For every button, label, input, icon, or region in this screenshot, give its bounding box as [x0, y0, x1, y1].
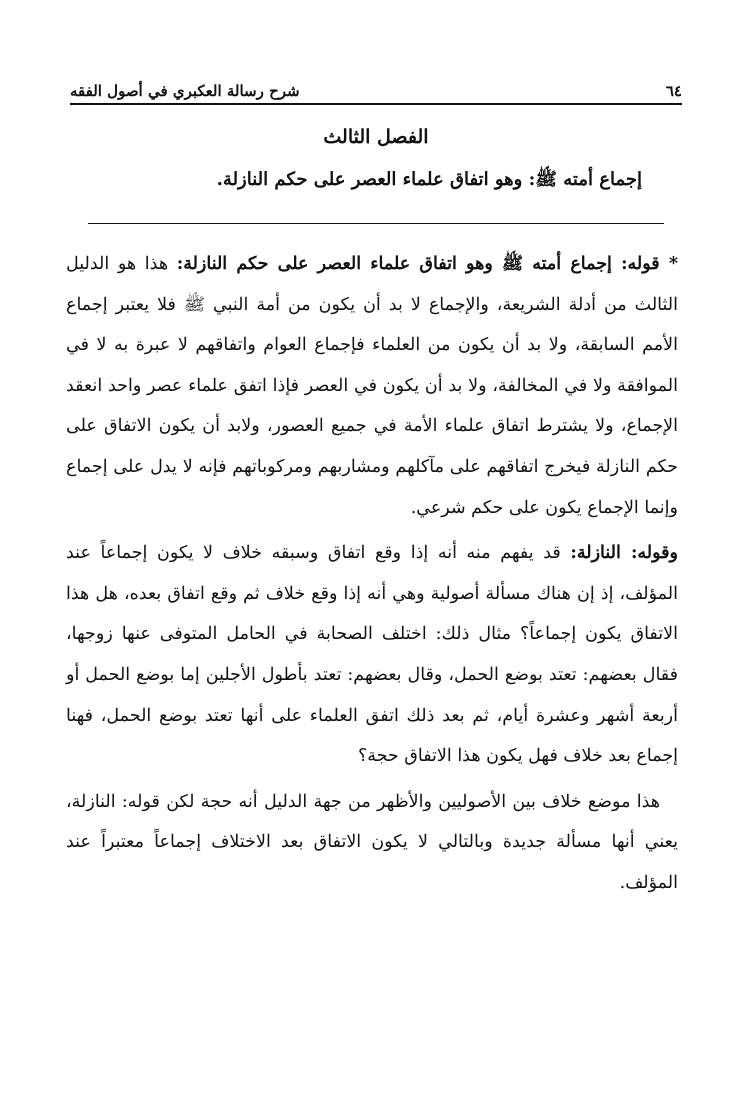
- paragraph-2-text: قد يفهم منه أنه إذا وقع اتفاق وسبقه خلاف لا يكون إجماعاً عند المؤلف، إذ إن هناك مسألة أصولية وهي أنه إذا وقع خلاف ثم وقع اتفاق بعده، هل هذا الاتفاق يكون إجماعاً؟ مثال ذلك: اختلف الصحابة في الحامل المتوفى عنها زوجها، فقال بعضهم: تعتد بوضع الحمل، وقال بعضهم: تعتد بأطول الأجلين إما بوضع الحمل أو أربعة أشهر وعشرة أيام، ثم بعد ذلك اتفق العلماء على أنها تعتد بوضع الحمل، فهنا إجماع بعد خلاف فهل يكون هذا الاتفاق حجة؟: [66, 543, 678, 767]
- paragraph-3: [66, 782, 678, 904]
- chapter-subtitle: إجماع أمته ﷺ: وهو اتفاق علماء العصر على حكم النازلة.: [216, 169, 642, 190]
- paragraph-1-text: هذا هو الدليل الثالث من أدلة الشريعة، والإجماع لا بد أن يكون من أمة النبي ﷺ فلا يعتبر إجماع الأمم السابقة، ولا بد أن يكون من العلماء فإجماع العوام واتفاقهم لا عبرة به لا في الموافقة ولا في المخالفة، ولا بد أن يكون في العصر فإذا اتفق علماء عصر واحد انعقد الإجماع، ولا يشترط اتفاق علماء الأمة في جميع العصور، ولابد أن يكون الاتفاق على حكم النازلة فيخرج اتفاقهم على مآكلهم ومشاربهم ومركوباتهم فإنه لا يدل على إجماع وإنما الإجماع يكون على حكم شرعي.: [66, 254, 678, 518]
- section-divider: [88, 223, 664, 224]
- running-header: [70, 70, 682, 100]
- page-number: ٦٤: [665, 82, 682, 100]
- body-text: [66, 244, 678, 904]
- paragraph-2: [66, 533, 678, 777]
- paragraph-3-text: هذا موضع خلاف بين الأصوليين والأظهر من جهة الدليل أنه حجة لكن قوله: النازلة، يعني أنها مسألة جديدة وبالتالي لا يكون الاتفاق بعد الاختلاف إجماعاً معتبراً عند المؤلف.: [66, 791, 678, 893]
- header-divider: [70, 103, 682, 105]
- paragraph-2-lead: وقوله: النازلة:: [570, 543, 678, 564]
- book-title: شرح رسالة العكبري في أصول الفقه: [70, 82, 300, 100]
- paragraph-1: [66, 244, 678, 528]
- chapter-title: الفصل الثالث: [323, 126, 429, 148]
- paragraph-1-lead: * قوله: إجماع أمته ﷺ وهو اتفاق علماء العصر على حكم النازلة:: [176, 254, 678, 274]
